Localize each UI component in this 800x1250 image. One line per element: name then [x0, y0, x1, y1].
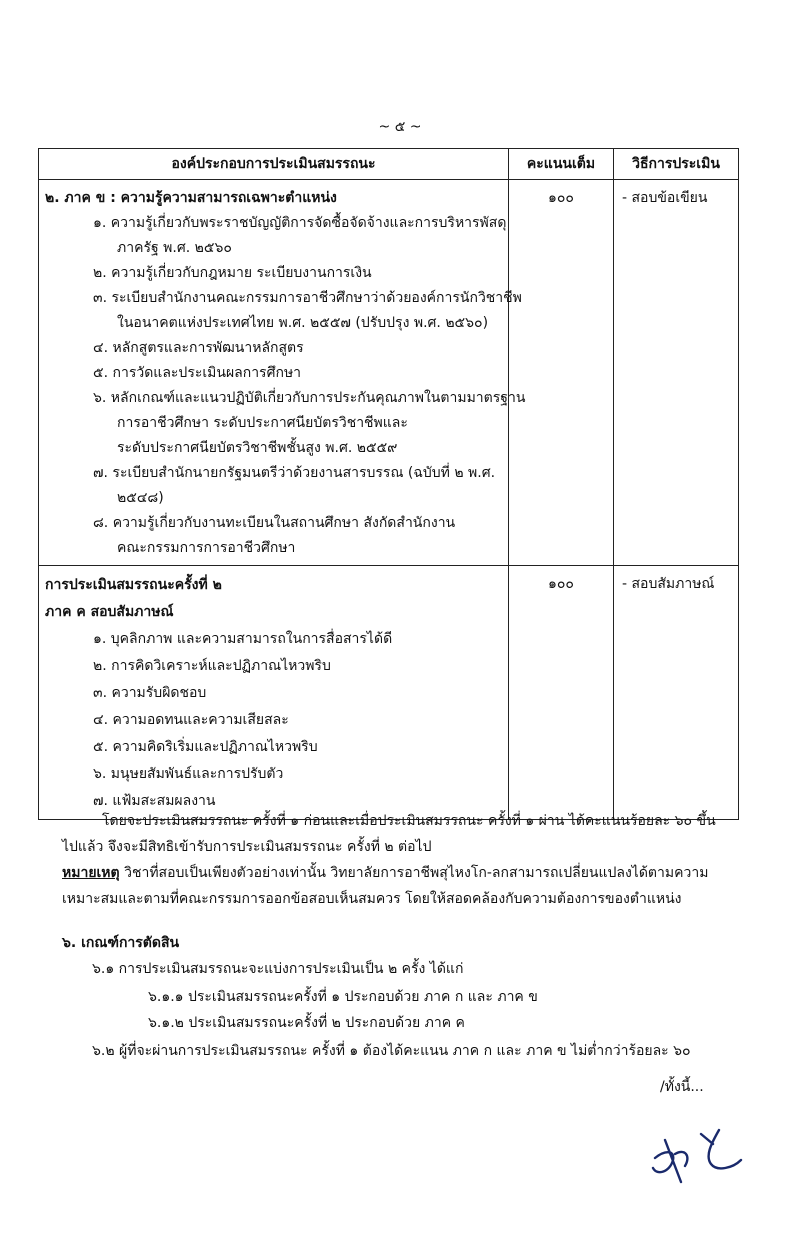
row-content — [39, 566, 509, 820]
paragraph-line: ไปแล้ว จึงจะมีสิทธิเข้ารับการประเมินสมรรถนะ ครั้งที่ ๒ ต่อไป — [62, 839, 432, 855]
header-component: องค์ประกอบการประเมินสมรรถนะ — [39, 149, 509, 180]
row-method-cell — [614, 180, 739, 566]
full-score-value: ๑๐๐ — [548, 576, 574, 592]
table-row — [39, 566, 739, 820]
row-subtitle: ภาค ค สอบสัมภาษณ์ — [45, 604, 174, 620]
row-title: ๒. ภาค ข : ความรู้ความสามารถเฉพาะตำแหน่ง — [45, 190, 337, 206]
list-item: ๕. ความคิดริเริ่มและปฏิภาณไหวพริบ — [93, 739, 318, 755]
list-item: ๖. หลักเกณฑ์และแนวปฏิบัติเกี่ยวกับการประกันคุณภาพในตามมาตรฐาน — [93, 390, 526, 406]
list-item: ๘. ความรู้เกี่ยวกับงานทะเบียนในสถานศึกษา สังกัดสำนักงาน — [93, 515, 456, 531]
full-score-value: ๑๐๐ — [548, 190, 574, 206]
list-item: ๒๕๔๘) — [117, 490, 164, 506]
list-item: ๓. ความรับผิดชอบ — [93, 685, 207, 701]
note-line: เหมาะสมและตามที่คณะกรรมการออกข้อสอบเห็นสมควร โดยให้สอดคล้องกับความต้องการของตำแหน่ง — [62, 891, 682, 907]
competency-table — [38, 148, 739, 820]
list-item: ๒. ความรู้เกี่ยวกับกฎหมาย ระเบียบงานการเงิน — [93, 265, 372, 281]
paragraph-line: โดยจะประเมินสมรรถนะ ครั้งที่ ๑ ก่อนและเมื่อประเมินสมรรถนะ ครั้งที่ ๑ ผ่าน ได้คะแนนร้อยละ ๖๐ ขึ้น — [102, 813, 716, 829]
assessment-method: - สอบสัมภาษณ์ — [622, 576, 715, 592]
list-item: ภาครัฐ พ.ศ. ๒๕๖๐ — [117, 240, 232, 256]
signature-icon — [645, 1110, 755, 1190]
table-header-row — [39, 149, 739, 180]
list-item: ๔. ความอดทนและความเสียสละ — [93, 712, 289, 728]
list-item: การอาชีวศึกษา ระดับประกาศนียบัตรวิชาชีพและ — [117, 415, 408, 431]
list-item: ๗. แฟ้มสะสมผลงาน — [93, 793, 216, 809]
list-item: ๑. ความรู้เกี่ยวกับพระราชบัญญัติการจัดซื้อจัดจ้างและการบริหารพัสดุ — [93, 215, 507, 231]
criteria-heading: ๖. เกณฑ์การตัดสิน — [62, 935, 180, 951]
note-text: วิชาที่สอบเป็นเพียงตัวอย่างเท่านั้น วิทยาลัยการอาชีพสุไหงโก-ลกสามารถเปลี่ยนแปลงได้ตามความ — [119, 865, 709, 881]
list-item: ๒. การคิดวิเคราะห์และปฏิภาณไหวพริบ — [93, 658, 331, 674]
criteria-subitem: ๖.๑.๑ ประเมินสมรรถนะครั้งที่ ๑ ประกอบด้วย ภาค ก และ ภาค ข — [148, 989, 538, 1005]
row-score-cell — [509, 566, 614, 820]
header-method: วิธีการประเมิน — [614, 149, 739, 180]
criteria-item: ๖.๑ การประเมินสมรรถนะจะแบ่งการประเมินเป็น ๒ ครั้ง ได้แก่ — [92, 961, 464, 977]
table-row — [39, 180, 739, 566]
list-item: คณะกรรมการการอาชีวศึกษา — [117, 540, 296, 556]
continuation-text: /ทั้งนี้... — [660, 1079, 704, 1095]
row-content — [39, 180, 526, 566]
list-item: ๕. การวัดและประเมินผลการศึกษา — [93, 365, 302, 381]
criteria-subitem: ๖.๑.๒ ประเมินสมรรถนะครั้งที่ ๒ ประกอบด้วย ภาค ค — [148, 1015, 465, 1031]
list-item: ในอนาคตแห่งประเทศไทย พ.ศ. ๒๕๕๗ (ปรับปรุง พ.ศ. ๒๕๖๐) — [117, 315, 489, 331]
row-score-cell — [509, 180, 614, 566]
note-label: หมายเหตุ — [62, 865, 120, 881]
criteria-item: ๖.๒ ผู้ที่จะผ่านการประเมินสมรรถนะ ครั้งที่ ๑ ต้องได้คะแนน ภาค ก และ ภาค ข ไม่ต่ำกว่าร้อยละ ๖๐ — [92, 1043, 691, 1059]
assessment-method: - สอบข้อเขียน — [622, 190, 708, 206]
list-item: ๖. มนุษยสัมพันธ์และการปรับตัว — [93, 766, 284, 782]
list-item: ๔. หลักสูตรและการพัฒนาหลักสูตร — [93, 340, 304, 356]
row-title: การประเมินสมรรถนะครั้งที่ ๒ — [45, 577, 222, 593]
list-item: ๑. บุคลิกภาพ และความสามารถในการสื่อสารได้ดี — [93, 631, 393, 647]
page-number: ~ ๕ ~ — [378, 119, 422, 135]
list-item: ๗. ระเบียบสำนักนายกรัฐมนตรีว่าด้วยงานสารบรรณ (ฉบับที่ ๒ พ.ศ. — [93, 465, 496, 481]
eligibility-paragraph — [62, 808, 742, 912]
row-method-cell — [614, 566, 739, 820]
header-full-score: คะแนนเต็ม — [509, 149, 614, 180]
list-item: ระดับประกาศนียบัตรวิชาชีพชั้นสูง พ.ศ. ๒๕๕๙ — [117, 440, 398, 456]
note-line — [62, 860, 742, 886]
list-item: ๓. ระเบียบสำนักงานคณะกรรมการอาชีวศึกษาว่าด้วยองค์การนักวิชาชีพ — [93, 290, 522, 306]
